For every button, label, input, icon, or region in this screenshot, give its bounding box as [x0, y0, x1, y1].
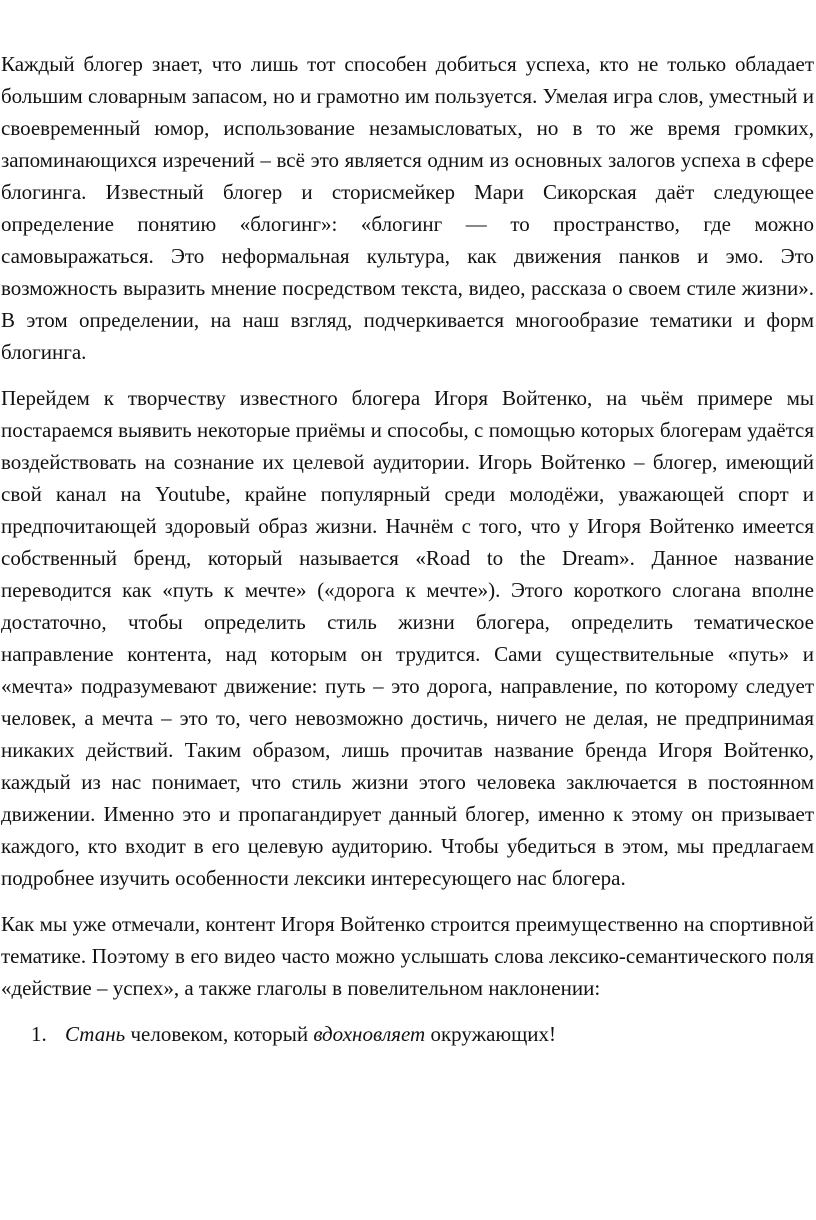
paragraph-gap: [1, 368, 814, 382]
paragraph-gap: [1, 894, 814, 908]
list-item-italic-word: вдохновляет: [313, 1022, 426, 1046]
paragraph-1: Каждый блогер знает, что лишь тот способен добиться успеха, кто не только обладает большим словарным запасом, но и грамотно им пользуется. Умелая игра слов, уместный и своевременный юмор, использование незамысловатых, но в то же время громких, запоминающихся изречений – всё это является одним из основных залогов успеха в сфере блогинга. Известный блогер и сторисмейкер Мари Сикорская даёт следующее определение понятию «блогинг»: «блогинг — то пространство, где можно самовыражаться. Это неформальная культура, как движения панков и эмо. Это возможность выразить мнение посредством текста, видео, рассказа о своем стиле жизни». В этом определении, на наш взгляд, подчеркивается многообразие тематики и форм блогинга.: [1, 52, 814, 364]
numbered-list: [1, 1018, 814, 1050]
paragraph-2: Перейдем к творчеству известного блогера Игоря Войтенко, на чьём примере мы постараемся выявить некоторые приёмы и способы, с помощью которых блогерам удаётся воздействовать на сознание их целевой аудитории. Игорь Войтенко – блогер, имеющий свой канал на Youtube, крайне популярный среди молодёжи, уважающей спорт и предпочитающей здоровый образ жизни. Начнём с того, что у Игоря Войтенко имеется собственный бренд, который называется «Road to the Dream». Данное название переводится как «путь к мечте» («дорога к мечте»). Этого короткого слогана вполне достаточно, чтобы определить стиль жизни блогера, определить тематическое направление контента, над которым он трудится. Сами существительные «путь» и «мечта» подразумевают движение: путь – это дорога, направление, по которому следует человек, а мечта – это то, чего невозможно достичь, ничего не делая, не предпринимая никаких действий. Таким образом, лишь прочитав название бренда Игоря Войтенко, каждый из нас понимает, что стиль жизни этого человека заключается в постоянном движении. Именно это и пропагандирует данный блогер, именно к этому он призывает каждого, кто входит в его целевую аудиторию. Чтобы убедиться в этом, мы предлагаем подробнее изучить особенности лексики интересующего нас блогера.: [1, 386, 814, 890]
list-item-plain-text: окружающих!: [425, 1022, 557, 1046]
list-item-text: [65, 1018, 814, 1050]
paragraph-3: Как мы уже отмечали, контент Игоря Войтенко строится преимущественно на спортивной тематике. Поэтому в его видео часто можно услышать слова лексико-семантического поля «действие – успех», а также глаголы в повелительном наклонении:: [1, 912, 814, 1000]
list-item: [1, 1018, 814, 1050]
document-page: [0, 48, 816, 1050]
list-item-number: 1.: [31, 1022, 47, 1046]
list-item-plain-text: человеком, который: [125, 1022, 314, 1046]
list-item-italic-word: Стань: [65, 1022, 126, 1046]
